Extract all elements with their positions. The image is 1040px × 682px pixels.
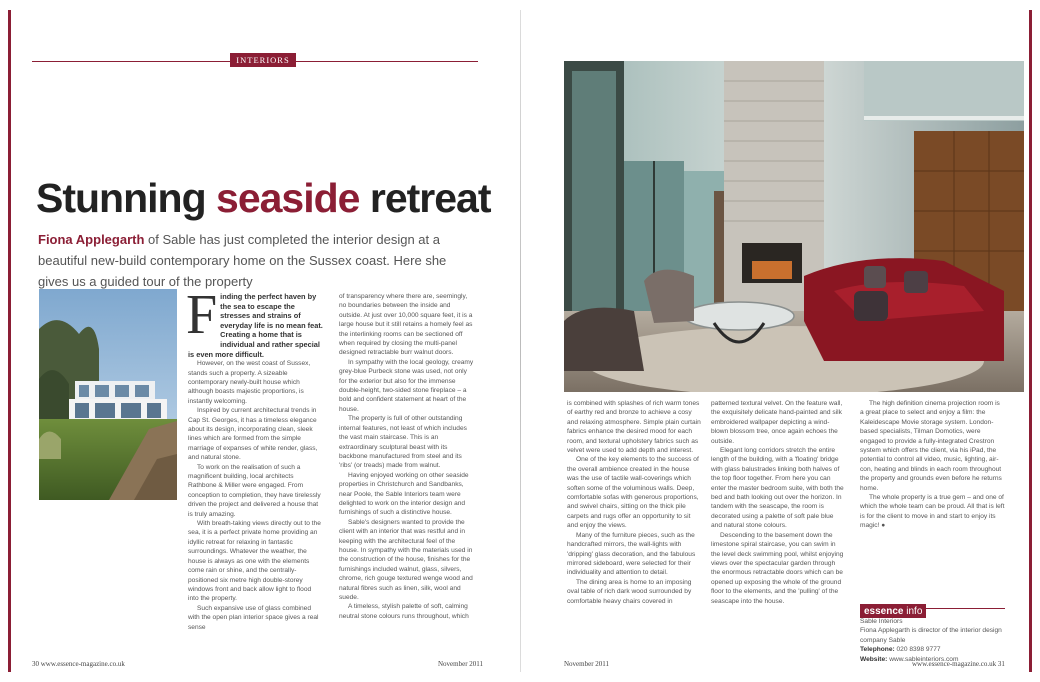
standfirst-text: of Sable has just completed the interior design at a beautiful new-build contemporary home on the Sussex coast. Here she gives us a guided tour of the property <box>38 232 447 289</box>
paragraph: However, on the west coast of Sussex, stands such a property. A sizeable contemporary newly-built house which although boasts majestic proportions, is instantly welcoming. <box>188 360 311 405</box>
essence-info-box <box>860 601 1005 664</box>
paragraph: Having enjoyed working on other seaside properties in Christchurch and Sandbanks, near Poole, the Sable Interiors team were delighted to work on the interior design and furnishings of such a distinctive house. <box>339 471 469 517</box>
section-tag: INTERIORS <box>230 53 296 67</box>
article-column-4 <box>711 399 846 606</box>
standfirst <box>38 229 478 292</box>
drop-cap: F <box>186 284 218 346</box>
paragraph: The dining area is home to an imposing oval table of rich dark wood surrounded by comfortable heavy chairs covered in <box>567 578 692 605</box>
info-header <box>860 601 1005 617</box>
living-room-photo <box>564 61 1024 392</box>
info-title-rest: info <box>903 606 923 617</box>
info-title-bold: essence <box>864 606 904 617</box>
info-title <box>860 604 926 618</box>
house-exterior-photo <box>39 289 177 500</box>
paragraph: Inspired by current architectural trends in Cap St. Georges, it has a timeless elegance about its design, incorporating clean, sleek lines which are formed from the simple marriage of expanses of white render, glass, and natural stone. <box>188 407 318 462</box>
paragraph: patterned textural velvet. On the feature wall, the exquisitely delicate hand-painted and silk embroidered wallpaper depicting a wind-blown blossom tree, once again echoes the outside. <box>711 400 843 445</box>
paragraph: is combined with splashes of rich warm tones of earthy red and bronze to achieve a cosy and relaxing atmosphere. Simple plain curtain fabrics enhance the desired mood for each room, and textural upholstery fabrics such as velvet were used to add depth and interest. <box>567 400 701 455</box>
article-column-5 <box>860 399 1005 531</box>
website-label: Website: <box>860 655 888 663</box>
page-edge-left <box>8 10 11 672</box>
standfirst-author: Fiona Applegarth <box>38 232 145 247</box>
page-gutter <box>520 10 521 672</box>
lead-paragraph: inding the perfect haven by the sea to escape the stresses and strains of everyday life is no mean feat. Creating a home that is individual and rather special is even more difficult. <box>188 292 323 359</box>
paragraph: Sable's designers wanted to provide the client with an interior that was restful and in keeping with the architectural feel of the house. In sympathy with the materials used in the construction of the house, finishes for the furnishings included walnut, glass, silvers, chrome, rich gouge textured wenge wood and natural fibres such as linen, silk, wool and suede. <box>339 518 473 601</box>
footer-right-page: www.essence-magazine.co.uk 31 <box>912 660 1005 668</box>
article-lead <box>186 284 323 359</box>
paragraph: To work on the realisation of such a magnificent building, local architects Rathbone & Miller were engaged. From conception to completion, they have tirelessly driven the project and delivered a house that is truly amazing. <box>188 463 321 518</box>
paragraph: With breath-taking views directly out to the sea, it is a perfect private home providing an idyllic retreat for relaxing in fantastic surroundings. Whatever the weather, the house is always as one with the elements come rain or shine, and the centrally-positioned six metre high double-storey windows front and back allow light to flood into the property. <box>188 520 321 603</box>
headline-part2: retreat <box>359 175 491 221</box>
telephone-value: 020 8398 9777 <box>894 646 941 654</box>
paragraph: of transparency where there are, seemingly, no boundaries between the inside and outside. At just over 10,000 square feet, it is a large house but it still retains a homely feel as the interlinking rooms can be sectioned off when required by closing the multi-panel designed retractable burr walnut doors. <box>339 293 473 357</box>
paragraph: Elegant long corridors stretch the entire length of the building, with a 'floating' bridge with glass balustrades linking both halves of the top floor together. From here you can enter the master bedroom suite, with both the bed and bath looking out over the horizon. In tandem with the seascape, the room is decorated using a palette of soft pale blue and natural stone colours. <box>711 447 844 530</box>
article-column-1 <box>186 284 323 632</box>
paragraph: The whole property is a true gem – and one of which the whole team can be proud. All that is left is for the client to move in and start to enjoy its magic! ● <box>860 494 1005 530</box>
footer-right-date: November 2011 <box>564 660 610 668</box>
paragraph: One of the key elements to the success of the overall ambience created in the house was the use of tactile wall-coverings which soften some of the voluminous walls. Deep, comfortable sofas with generous proportions, and swivel chairs, sitting on the thick pile carpets and rugs offer an opportunity to sit and enjoy the views. <box>567 456 699 530</box>
house-exterior-illustration <box>39 289 177 500</box>
magazine-spread <box>8 10 1032 672</box>
article-column-2 <box>339 292 474 621</box>
website-value[interactable]: www.sableinteriors.com <box>887 655 959 663</box>
paragraph: A timeless, stylish palette of soft, calming neutral stone colours runs throughout, which <box>339 603 469 620</box>
headline <box>36 173 490 223</box>
info-telephone <box>860 645 1005 654</box>
paragraph: Descending to the basement down the limestone spiral staircase, you can swim in the level deck swimming pool, whilst enjoying views over the spectacular garden through the enormous retractable doors which can be opened up exposing the whole of the ground floor to the elements, and the 'pulling' of the seascape into the house. <box>711 531 844 605</box>
info-description: Fiona Applegarth is director of the interior design company Sable <box>860 627 1002 644</box>
info-rule <box>922 608 1005 609</box>
paragraph: Many of the furniture pieces, such as the handcrafted mirrors, the wall-lights with 'dripping' glass decoration, and the fabulous mirrored sideboard, were selected for their individuality and attention to detail. <box>567 531 696 577</box>
paragraph: In sympathy with the local geology, creamy grey-blue Purbeck stone was used, not only for the exterior but also for the immense double-height, two-sided stone fireplace – a bold and confident statement at heart of the house. <box>339 358 474 413</box>
article-column-3 <box>567 399 702 606</box>
page-edge-right <box>1029 10 1032 672</box>
paragraph: The high definition cinema projection room is a great place to select and enjoy a film: the Kaleidescape Movie storage system. London-based specialists, Tilman Domotics, were engaged to provide a fully-integrated Crestron system which offers the client, via his iPad, the potential to control all video, music, lighting, air-con, heating and blinds in each room throughout the property and grounds even before he returns home. <box>860 400 1002 492</box>
footer-left-page: 30 www.essence-magazine.co.uk <box>32 660 125 668</box>
telephone-label: Telephone: <box>860 646 895 654</box>
paragraph: The property is full of other outstanding internal features, not least of which includes the vast main staircase. This is an extraordinary sculptural beast with its backbone manufactured from steel and its 'ribs' (or treads) made from walnut. <box>339 415 467 470</box>
paragraph: Such expansive use of glass combined with the open plan interior space gives a real sense <box>188 604 319 631</box>
info-company: Sable Interiors <box>860 618 903 625</box>
headline-part1: Stunning <box>36 175 217 221</box>
footer-left-date: November 2011 <box>438 660 484 668</box>
living-room-illustration <box>564 61 1024 392</box>
headline-highlight: seaside <box>216 175 360 221</box>
